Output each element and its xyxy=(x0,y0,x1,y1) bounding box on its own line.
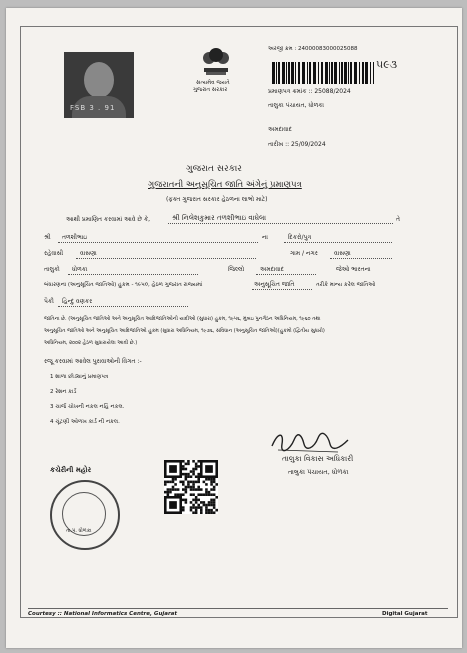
officer-office: તાલુકા પંચાયત, ધોળકા xyxy=(288,468,349,476)
documents-heading: રજૂ કરવામાં આવેલ પુરાવાઓની વિગત :- xyxy=(44,358,142,365)
taluka: ધોળકા xyxy=(72,266,88,273)
village-underline xyxy=(330,258,392,259)
applicant-name: શ્રી નિલેશકુમાર તળશીભાઇ વાઘેલા xyxy=(172,214,267,222)
seal-text: તા.પં. ધોળકા xyxy=(66,528,92,534)
issuing-office: તાલુકા પંચાયત, ધોળકા xyxy=(268,102,324,109)
taluka-underline xyxy=(68,274,198,275)
officer-title: તાલુકા વિકાસ અધિકારી xyxy=(282,454,354,463)
caste-prefix: પૈકી xyxy=(44,298,54,305)
district-label: જિલ્લો xyxy=(228,266,245,273)
footer-rule xyxy=(28,608,448,609)
relation: દિકરો/પુત્ર xyxy=(288,234,312,241)
father-underline xyxy=(58,242,258,243)
handwritten-number: ૫૯૩ xyxy=(376,58,398,71)
category-underline xyxy=(252,289,312,290)
place: અમદાવાદ xyxy=(268,126,292,133)
certificate-number: પ્રમાણપત્ર ક્રમાંક :: 25088/2024 xyxy=(268,88,351,95)
qr-code-icon[interactable] xyxy=(164,460,218,514)
father-prefix: શ્રી xyxy=(44,234,51,241)
photo-overlay-text: FSB 3 . 91 xyxy=(70,104,116,112)
village: વાસણા xyxy=(334,250,351,257)
residence-label: રહેવાસી xyxy=(44,250,64,257)
document-item: 2 રેશન કાર્ડ xyxy=(50,389,77,395)
taluka-label: તાલુકો xyxy=(44,266,60,273)
signature-scribble xyxy=(292,432,314,439)
digital-gujarat-brand: Digital Gujarat xyxy=(382,611,428,617)
certificate-page xyxy=(6,8,462,648)
barcode-icon xyxy=(272,62,374,84)
name-suffix: તે xyxy=(396,216,400,223)
name-underline xyxy=(168,223,393,224)
emblem-caption-2: ગુજરાત સરકાર xyxy=(193,87,228,93)
certificate-title: ગુજરાતની અનુસૂચિત જાતિ અંગેનું પ્રમાણપત્ર xyxy=(148,180,302,190)
application-number: અરજી ક્રમ : 24000083000025088 xyxy=(268,46,358,52)
relation-label: ના xyxy=(262,234,268,241)
national-emblem-icon xyxy=(196,44,236,80)
district-underline xyxy=(256,274,316,275)
face-shape xyxy=(84,62,114,98)
certify-label: આથી પ્રમાણિત કરવામાં આવે છે કે, xyxy=(66,216,151,223)
govt-title: ગુજરાત સરકાર xyxy=(186,164,242,174)
legal-paragraph-line-1: જાતિના છે. (અનુસૂચિત જાતિઓ અને અનુસૂચિત આદિજાતિઓની યાદીઓ (સુધારા) હુકમ, ૧૯૫૬, મુંબઇ પુનર્ગઠન અધિનિયમ, ૧૯૬૦ તથા xyxy=(44,316,321,322)
issue-date: તારીખ :: 25/09/2024 xyxy=(268,141,326,148)
residence: વાસણા xyxy=(80,250,97,257)
residence-underline xyxy=(76,258,256,259)
village-label: ગામ / નગર xyxy=(290,250,318,257)
constitution-suffix: તરીકે માન્ય કરેલ જાતિઓ xyxy=(316,282,376,288)
emblem-caption-1: સત્યમેવ જયતે xyxy=(196,80,230,86)
caste-underline xyxy=(58,306,188,307)
category: અનુસૂચિત જાતિ xyxy=(254,281,295,288)
certificate-note: (ફક્ત ગુજરાત સરકાર હેઠળના લાભો માટે) xyxy=(166,196,268,203)
document-item: 3 ચાર્જ ચોખની નકલ નહિં નકલ. xyxy=(50,404,125,410)
legal-paragraph-line-3: અધિનિયમ, ૨૦૦૨ હેઠળ સુધારાયેલા આવી છે.) xyxy=(44,340,138,346)
applicant-photo xyxy=(64,52,134,118)
office-seal-icon xyxy=(50,480,120,550)
courtesy-text: Courtesy :: National Informatics Centre, Gujarat xyxy=(28,611,178,617)
father-name: તળશીભાઇ xyxy=(62,234,88,241)
district-suffix: જેઓ ભારતના xyxy=(336,266,371,273)
document-item: 4 ચૂંટણી ઓળખ કાર્ડ ની નકલ. xyxy=(50,419,120,425)
document-item: 1 શાળા છોડ્યાનું પ્રમાણપત્ર xyxy=(50,374,109,380)
relation-underline xyxy=(284,242,392,243)
constitution-line: બંધારણના (અનુસૂચિત જાતિઓ) હુકમ - ૧૯૫૦, હેઠળ ગુજરાત રાજ્યમાં xyxy=(44,282,203,288)
caste: હિન્દુ વણકર xyxy=(62,298,93,305)
office-stamp-label: કચેરીની મહોર xyxy=(50,466,92,474)
district: અમદાવાદ xyxy=(260,266,284,273)
legal-paragraph-line-2: અનુસૂચિત જાતિઓ અને અનુસૂચિત આદિજાતિઓ હુકમ (સુધારા અધિનિયમ, ૧૯૭૬, સંવિધાન (અનુસૂચિત જાતિઓ)(હુકમો (દ્વિતીય સુધારો) xyxy=(44,328,325,334)
